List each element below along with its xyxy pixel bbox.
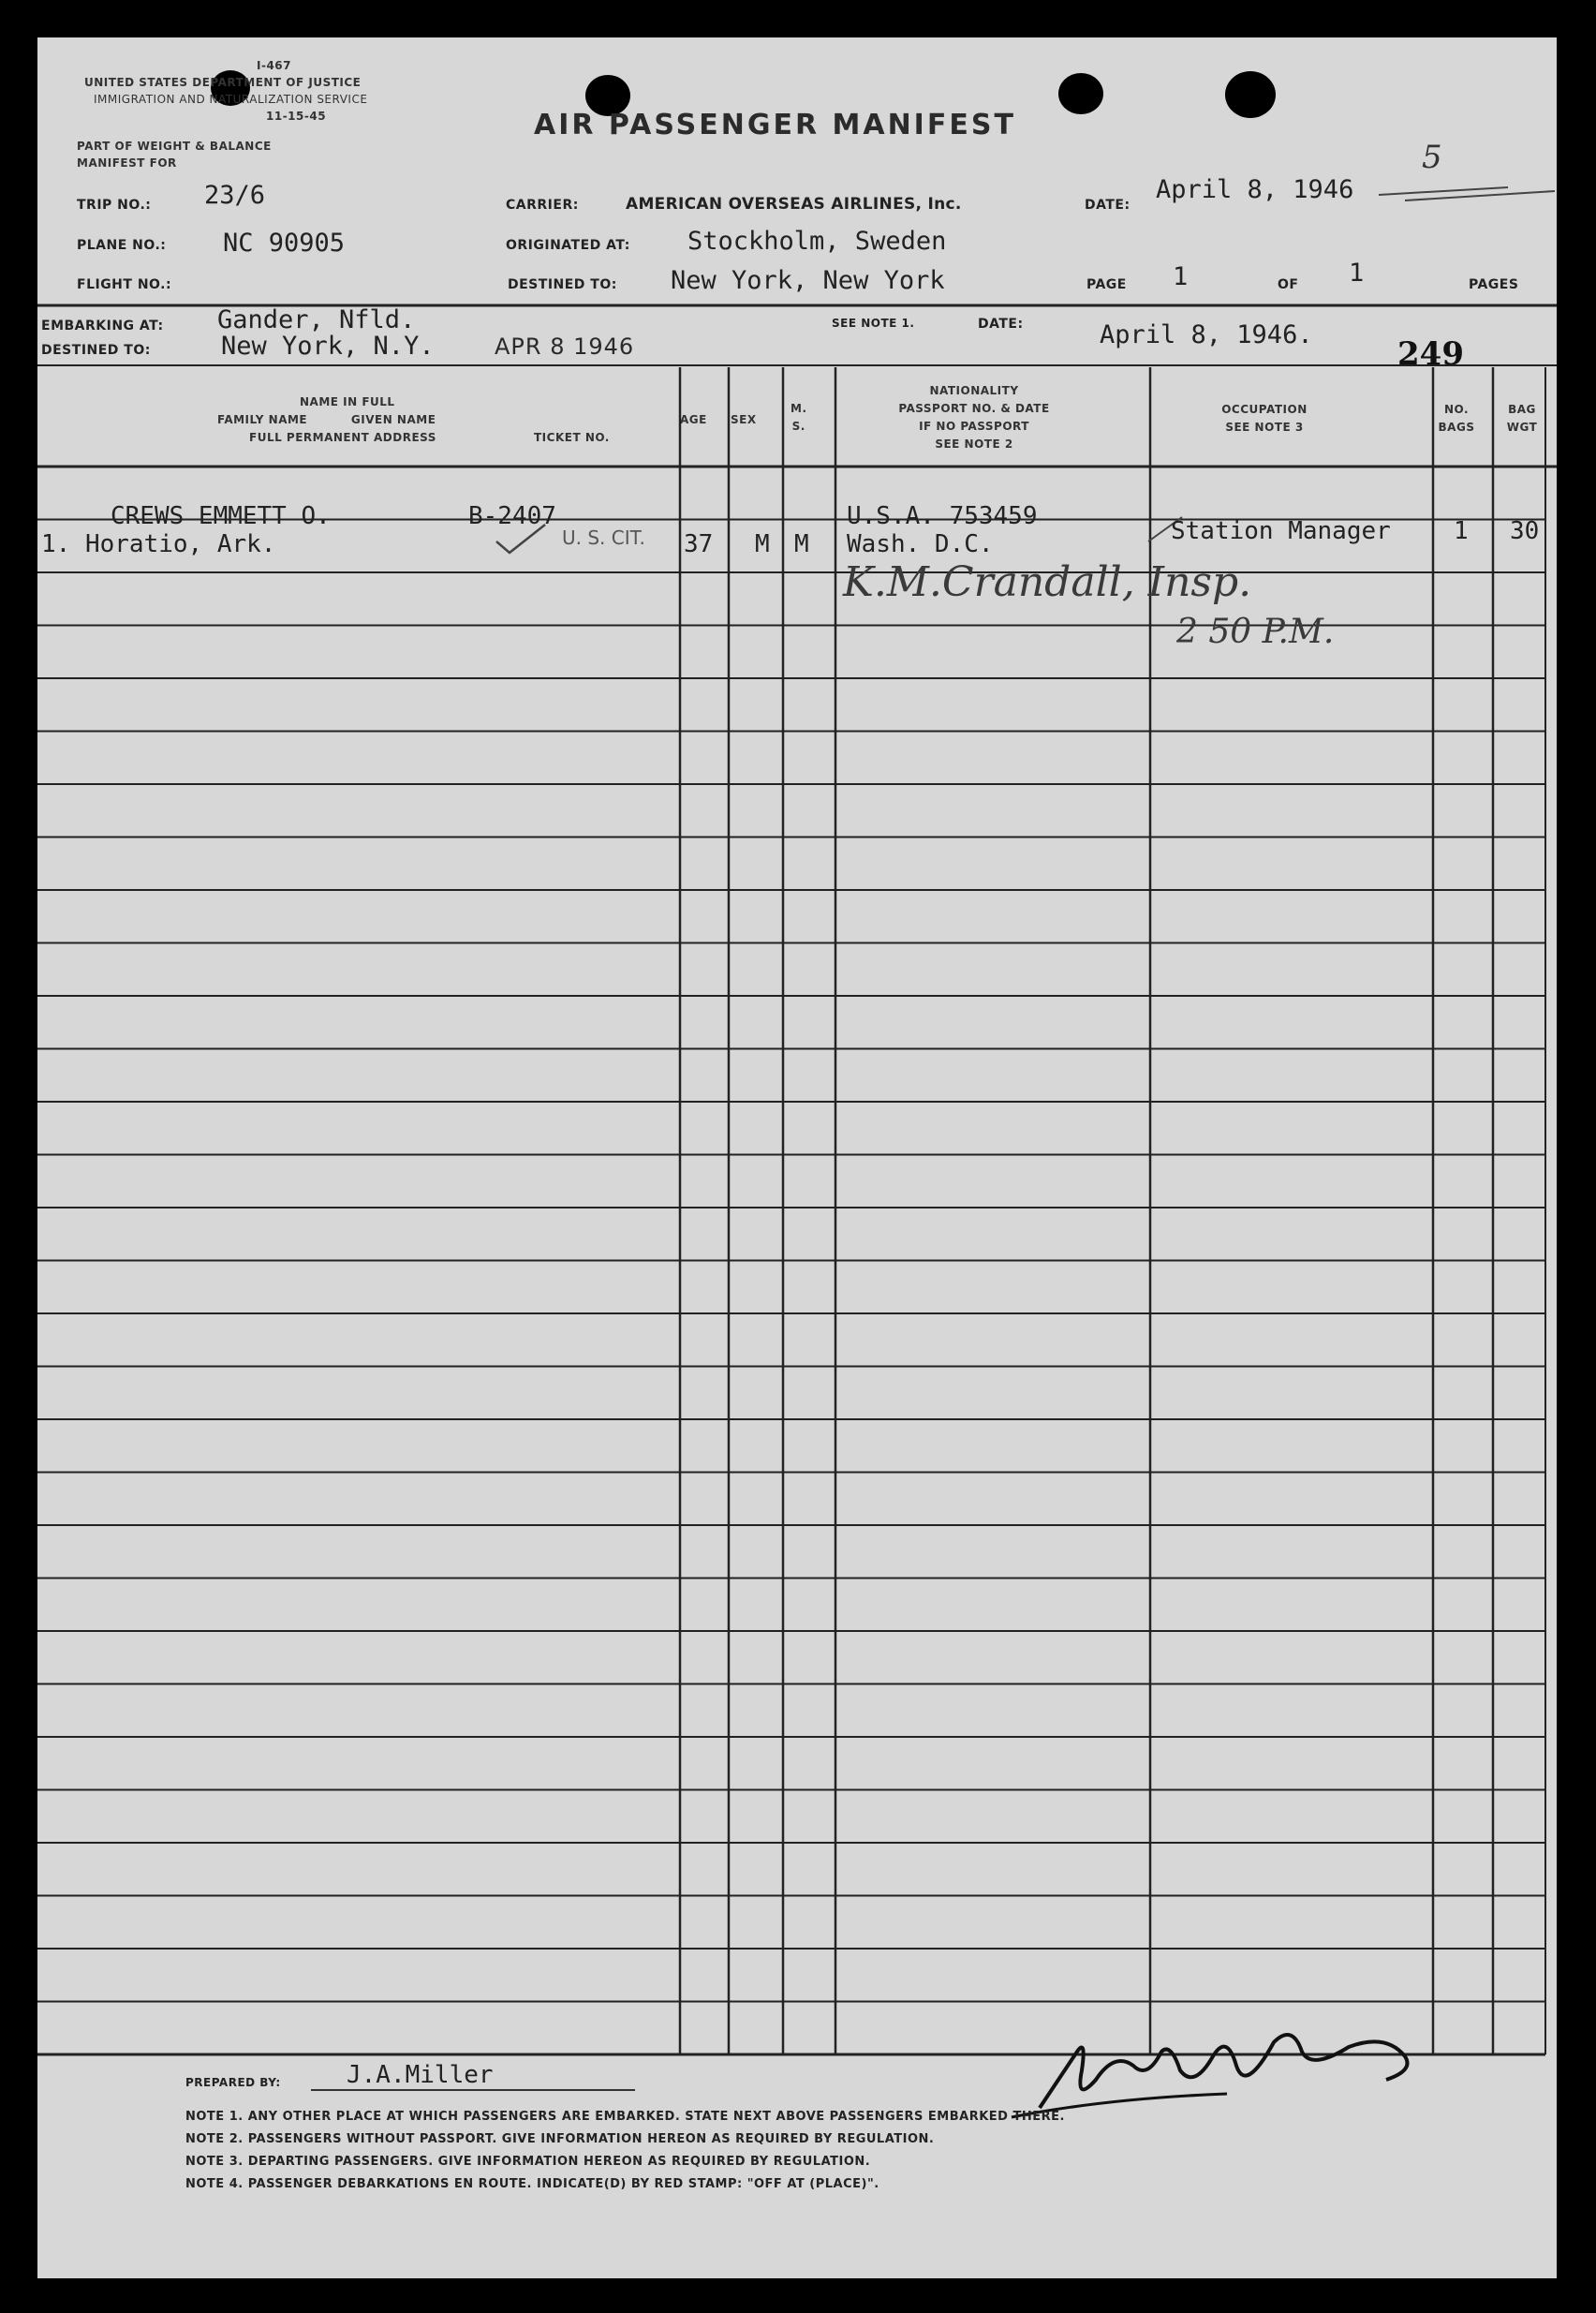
embarking-at-value: Gander, Nfld.	[217, 305, 416, 334]
header-nat-1: NATIONALITY	[929, 384, 1019, 397]
header-ms-1: M.	[791, 402, 807, 415]
trip-no-value: 23/6	[204, 181, 266, 210]
citizen-stamp: U. S. CIT.	[562, 526, 645, 549]
header-nat-2: PASSPORT NO. & DATE	[898, 402, 1050, 415]
date-value-2: April 8, 1946.	[1100, 320, 1313, 349]
header-occ-1: OCCUPATION	[1221, 403, 1308, 416]
destined-to-label-2: DESTINED TO:	[41, 343, 151, 358]
header-family-given: FAMILY NAME GIVEN NAME	[217, 413, 436, 426]
passenger-marital: M	[794, 530, 809, 558]
originated-at-value: Stockholm, Sweden	[687, 227, 947, 256]
manifest-number: 249	[1397, 335, 1464, 373]
service-name: IMMIGRATION AND NATURALIZATION SERVICE	[94, 93, 368, 106]
header-wgt-2: WGT	[1506, 421, 1538, 434]
destined-to-value-2: New York, N.Y.	[221, 332, 435, 361]
passenger-name: CREWS EMMETT O.	[111, 502, 331, 530]
header-nat-3: IF NO PASSPORT	[919, 420, 1029, 433]
department-name: UNITED STATES DEPARTMENT OF JUSTICE	[84, 76, 362, 89]
embarking-at-label: EMBARKING AT:	[41, 319, 164, 334]
page-value: 1	[1173, 262, 1189, 291]
prepared-by-underline	[311, 2089, 635, 2091]
header-ticket-no: TICKET NO.	[534, 431, 610, 444]
header-nat-4: SEE NOTE 2	[935, 437, 1013, 451]
passenger-occupation: Station Manager	[1171, 517, 1391, 545]
passenger-bags: 1	[1454, 517, 1469, 545]
arrival-stamp: APR 8 1946	[495, 334, 635, 360]
header-occ-2: SEE NOTE 3	[1225, 421, 1304, 434]
prepared-by-value: J.A.Miller	[347, 2061, 494, 2089]
date-label-2: DATE:	[978, 317, 1024, 332]
header-wgt-1: BAG	[1508, 403, 1536, 416]
manifest-grid	[37, 37, 1557, 2278]
passenger-address: 1. Horatio, Ark.	[41, 530, 276, 558]
passenger-nationality: U.S.A. 753459	[847, 502, 1038, 530]
check-mark	[493, 521, 549, 558]
manifest-for-note: MANIFEST FOR	[77, 156, 177, 170]
header-address: FULL PERMANENT ADDRESS	[249, 431, 436, 444]
date-label: DATE:	[1085, 198, 1130, 213]
header-name-in-full: NAME IN FULL	[300, 395, 395, 408]
page-label: PAGE	[1086, 277, 1127, 292]
trip-no-label: TRIP NO.:	[77, 198, 152, 213]
see-note-1-label: SEE NOTE 1.	[832, 317, 915, 330]
carrier-label: CARRIER:	[506, 198, 579, 213]
header-age: AGE	[680, 413, 707, 426]
passenger-passport-place: Wash. D.C.	[847, 530, 994, 558]
plane-no-label: PLANE NO.:	[77, 238, 167, 253]
pages-label: PAGES	[1469, 277, 1519, 292]
date-value: April 8, 1946	[1156, 175, 1354, 204]
destined-to-value: New York, New York	[671, 266, 945, 295]
originated-at-label: ORIGINATED AT:	[506, 238, 630, 253]
inspection-time: 2 50 P.M.	[1176, 613, 1335, 651]
plane-no-value: NC 90905	[223, 229, 346, 258]
passenger-age: 37	[684, 530, 714, 558]
flight-no-label: FLIGHT NO.:	[77, 277, 172, 292]
footnote-3: NOTE 3. DEPARTING PASSENGERS. GIVE INFORMATION HEREON AS REQUIRED BY REGULATION.	[185, 2155, 871, 2169]
form-date-code: 11-15-45	[266, 110, 327, 123]
weight-balance-note: PART OF WEIGHT & BALANCE	[77, 140, 272, 153]
destined-to-label: DESTINED TO:	[508, 277, 617, 292]
header-bags-1: NO.	[1443, 403, 1470, 416]
corner-number: 5	[1422, 139, 1442, 176]
prepared-by-label: PREPARED BY:	[185, 2076, 281, 2089]
passenger-bag-weight: 30	[1510, 517, 1540, 545]
form-number: I-467	[257, 59, 291, 72]
footnote-4: NOTE 4. PASSENGER DEBARKATIONS EN ROUTE. INDICATE(D) BY RED STAMP: "OFF AT (PLACE)".	[185, 2177, 879, 2191]
header-ms-2: S.	[791, 420, 805, 433]
inspector-signature: K.M.Crandall, Insp.	[843, 558, 1252, 606]
passenger-sex: M	[755, 530, 770, 558]
footnote-1: NOTE 1. ANY OTHER PLACE AT WHICH PASSENGERS ARE EMBARKED. STATE NEXT ABOVE PASSENGERS EMBARKED THERE.	[185, 2110, 1065, 2124]
passenger-ticket: B-2407	[468, 502, 556, 530]
manifest-page	[37, 37, 1557, 2278]
of-value: 1	[1349, 259, 1365, 288]
footnote-2: NOTE 2. PASSENGERS WITHOUT PASSPORT. GIVE INFORMATION HEREON AS REQUIRED BY REGULATION.	[185, 2132, 935, 2146]
page-title: AIR PASSENGER MANIFEST	[534, 109, 1016, 141]
header-sex: SEX	[731, 413, 757, 426]
of-label: OF	[1278, 277, 1299, 292]
header-bags-2: BAGS	[1438, 421, 1475, 434]
carrier-value: AMERICAN OVERSEAS AIRLINES, Inc.	[626, 195, 962, 214]
